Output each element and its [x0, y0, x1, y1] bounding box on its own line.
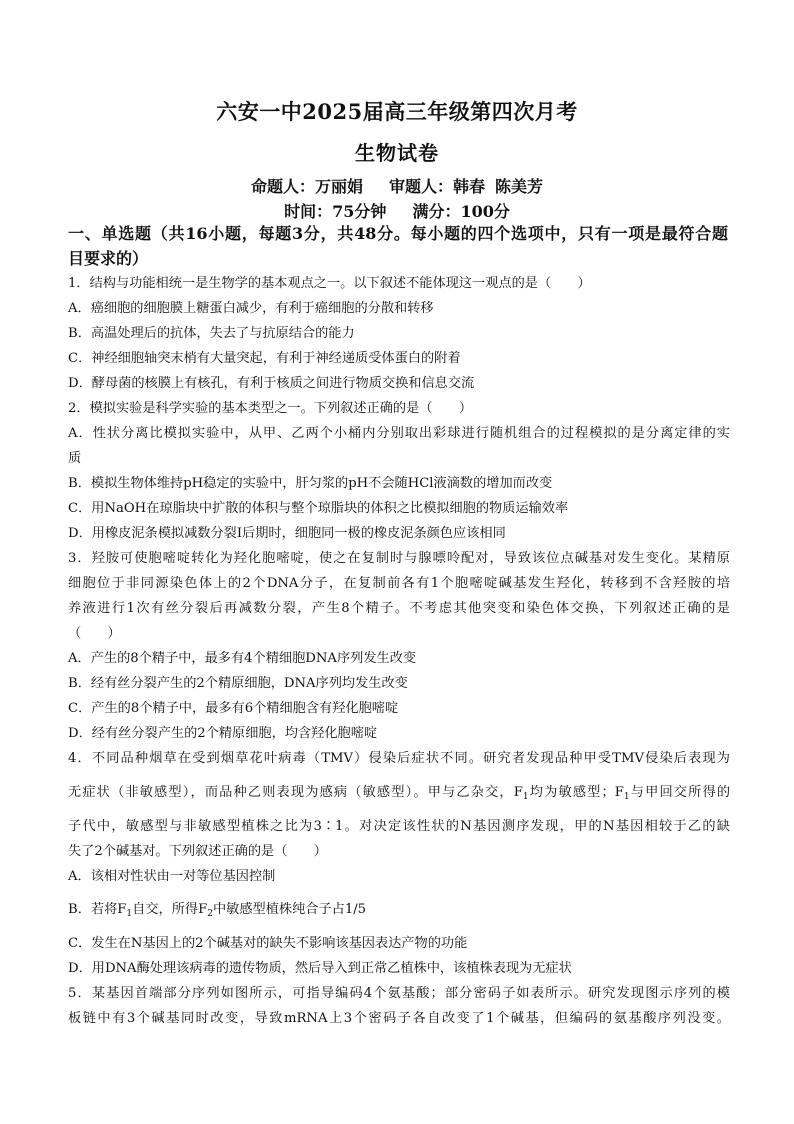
section-heading: [68, 221, 728, 271]
subscript: 1: [126, 909, 133, 919]
subscript: 2: [207, 909, 213, 919]
q4-stem-line: 失了2个碱基对。下列叙述正确的是（ ）: [68, 844, 327, 859]
q5-stem-line: 板链中有3个碱基同时改变，导致mRNA上3个密码子各自改变了1个碱基，但编码的氨基酸序列没变。: [68, 1011, 730, 1026]
q1-option-c: C．神经细胞轴突末梢有大量突起，有利于神经递质受体蛋白的附着: [68, 351, 461, 366]
q4-option-a: A．该相对性状由一对等位基因控制: [68, 869, 276, 884]
q5-stem: 5．某基因首端部分序列如图所示，可指导编码4个氨基酸；部分密码子如表所示。研究发现图示序列的模: [68, 986, 730, 1001]
q4-option-d: D．用DNA酶处理该病毒的遗传物质，然后导入到正常乙植株中，该植株表现为无症状: [68, 961, 572, 976]
author-line: [0, 174, 794, 197]
q2-option-a: A．性状分离比模拟实验中，从甲、乙两个小桶内分别取出彩球进行随机组合的过程模拟的是分离定律的实: [68, 426, 730, 441]
q3-option-b: B．经有丝分裂产生的2个精原细胞，DNA序列均发生改变: [68, 676, 408, 691]
q3-option-a: A．产生的8个精子中，最多有4个精细胞DNA序列发生改变: [68, 651, 417, 666]
q4-text: B．若将F: [68, 902, 127, 917]
reviewer-label: 审题人：韩春: [388, 177, 485, 196]
q3-stem: 3．羟胺可使胞嘧啶转化为羟化胞嘧啶，使之在复制时与腺嘌呤配对，导致该位点碱基对发生变化。某精原: [68, 551, 730, 566]
q1-stem: 1．结构与功能相统一是生物学的基本观点之一。以下叙述不能体现这一观点的是（ ）: [68, 276, 591, 291]
time-label: 时间：75分钟: [284, 202, 387, 221]
q4-text: 均为敏感型；F: [528, 785, 624, 800]
exam-title: 六安一中2025届高三年级第四次月考: [216, 99, 578, 124]
q2-option-b: B．模拟生物体维持pH稳定的实验中，肝匀浆的pH不会随HCl液滴数的增加而改变: [68, 476, 553, 491]
q2-option-d: D．用橡皮泥条模拟减数分裂Ⅰ后期时，细胞同一极的橡皮泥条颜色应该相同: [68, 526, 506, 541]
q3-stem-line: 养液进行1次有丝分裂后再减数分裂，产生8个精子。不考虑其他突变和染色体交换，下列叙述正确的是: [68, 601, 730, 616]
q4-option-c: C．发生在N基因上的2个碱基对的缺失不影响该基因表达产物的功能: [68, 936, 468, 951]
time-score-line: [0, 199, 794, 222]
q1-option-a: A．癌细胞的细胞膜上糖蛋白减少，有利于癌细胞的分散和转移: [68, 301, 434, 316]
q4-option-b: [68, 900, 730, 920]
subject-title: 生物试卷: [355, 141, 439, 165]
q3-option-c: C．产生的8个精子中，最多有6个精细胞含有羟化胞嘧啶: [68, 701, 399, 716]
subscript: 1: [522, 792, 529, 802]
q3-stem-line: （ ）: [68, 626, 121, 641]
q1-option-d: D．酵母菌的核膜上有核孔，有利于核质之间进行物质交换和信息交流: [68, 376, 475, 391]
q3-option-d: D．经有丝分裂产生的2个精原细胞，均含羟化胞嘧啶: [68, 726, 378, 741]
score-label: 满分：100分: [412, 202, 510, 221]
author-label: 命题人：万丽娟: [250, 177, 363, 196]
section-line: 目要求的）: [68, 249, 149, 268]
q4-text: 与甲回交所得的: [629, 785, 731, 800]
q4-stem-line: 子代中，敏感型与非敏感型植株之比为3∶1。对决定该性状的N基因测序发现，甲的N基因相较于乙的缺: [68, 819, 730, 834]
q2-option-a-cont: 质: [68, 451, 82, 466]
q4-text: 中敏感型植株纯合子占1/5: [212, 902, 367, 917]
q1-option-b: B．高温处理后的抗体，失去了与抗原结合的能力: [68, 326, 355, 341]
q3-stem-line: 细胞位于非同源染色体上的2个DNA分子，在复制前各有1个胞嘧啶碱基发生羟化，转移到不含羟胺的培: [68, 576, 730, 591]
subscript: 1: [623, 792, 630, 802]
q4-text: 无症状（非敏感型），而品种乙则表现为感病（敏感型）。甲与乙杂交，F: [68, 785, 523, 800]
q2-option-c: C．用NaOH在琼脂块中扩散的体积与整个琼脂块的体积之比模拟细胞的物质运输效率: [68, 501, 569, 516]
section-line: 一、单选题（共16小题，每题3分，共48分。每小题的四个选项中，只有一项是最符合题: [68, 224, 728, 243]
reviewer2-label: 陈美芳: [495, 177, 544, 196]
q4-text: 自交，所得F: [132, 902, 208, 917]
q4-stem-line: [68, 783, 730, 803]
q2-stem: 2．模拟实验是科学实验的基本类型之一。下列叙述正确的是（ ）: [68, 401, 473, 416]
q4-stem: 4．不同品种烟草在受到烟草花叶病毒（TMV）侵染后症状不同。研究者发现品种甲受TMV侵染后表现为: [68, 751, 730, 766]
